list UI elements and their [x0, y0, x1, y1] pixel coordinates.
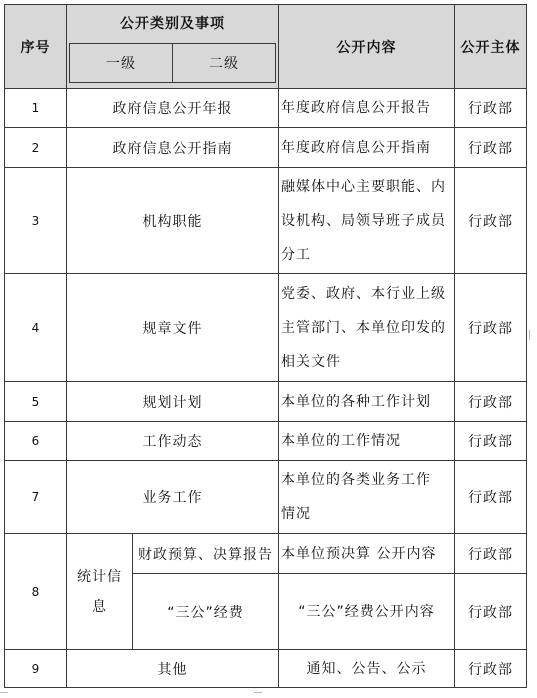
content-line: 情况	[281, 506, 311, 522]
row-category: 工作动态	[67, 422, 279, 461]
row-category: 机构职能	[67, 168, 279, 274]
row-content: “三公”经费公开内容	[279, 574, 455, 650]
row-category	[67, 534, 133, 650]
header-row	[5, 5, 527, 89]
row-subject: 行政部	[455, 534, 527, 574]
row-number: 7	[5, 461, 67, 534]
content-line: 本单位的各类业务工作	[281, 472, 431, 488]
row-level2: 财政预算、决算报告	[133, 534, 279, 574]
content-line: 相关文件	[281, 353, 341, 370]
row-content: 年度政府信息公开报告	[279, 89, 455, 128]
row-category: 业务工作	[67, 461, 279, 534]
row-number: 6	[5, 422, 67, 461]
row-subject: 行政部	[455, 574, 527, 650]
header-levels	[69, 43, 276, 83]
content-line: 党委、政府、本行业上级	[281, 285, 446, 302]
content-line: 融媒体中心主要职能、内	[281, 178, 446, 195]
header-level2: 二级	[172, 44, 275, 82]
row-subject: 行政部	[455, 274, 527, 382]
content-line: 设机构、局领导班子成员	[281, 212, 446, 229]
row-number: 2	[5, 128, 67, 168]
row-number: 9	[5, 650, 67, 688]
corner-mark	[0, 692, 8, 693]
row-content: 本单位预决算 公开内容	[279, 534, 455, 574]
row-number: 4	[5, 274, 67, 382]
content-line: 分工	[281, 246, 311, 263]
table-row	[5, 382, 527, 422]
row-number: 8	[5, 534, 67, 650]
disclosure-table	[4, 4, 527, 688]
table-row	[5, 422, 527, 461]
row-subject: 行政部	[455, 650, 527, 688]
header-subject: 公开主体	[455, 5, 527, 89]
table-row	[5, 461, 527, 534]
row-subject: 行政部	[455, 422, 527, 461]
row-content: 本单位的工作情况	[279, 422, 455, 461]
row-subject: 行政部	[455, 461, 527, 534]
row-subject: 行政部	[455, 168, 527, 274]
row-category: 其他	[67, 650, 279, 688]
row-subject: 行政部	[455, 382, 527, 422]
row-number: 3	[5, 168, 67, 274]
row-content	[279, 461, 455, 534]
row-category: 政府信息公开指南	[67, 128, 279, 168]
header-category-cell	[67, 5, 279, 89]
row-number: 5	[5, 382, 67, 422]
row-content	[279, 274, 455, 382]
table-row	[5, 534, 527, 574]
table-row	[5, 650, 527, 688]
table-row	[5, 168, 527, 274]
table-row	[5, 128, 527, 168]
row-category: 规划计划	[67, 382, 279, 422]
row-level2: “三公”经费	[133, 574, 279, 650]
header-category: 公开类别及事项	[120, 15, 225, 32]
category-line: 统计信	[77, 568, 122, 585]
row-category: 规章文件	[67, 274, 279, 382]
row-content: 年度政府信息公开指南	[279, 128, 455, 168]
header-content: 公开内容	[279, 5, 455, 89]
row-content: 本单位的各种工作计划	[279, 382, 455, 422]
corner-mark	[254, 692, 262, 693]
row-number: 1	[5, 89, 67, 128]
table-row	[5, 274, 527, 382]
category-line: 息	[92, 598, 107, 615]
table-row	[5, 89, 527, 128]
row-content: 通知、公告、公示	[279, 650, 455, 688]
corner-mark	[529, 330, 530, 340]
content-line: 主管部门、本单位印发的	[281, 319, 446, 336]
header-level1: 一级	[106, 55, 136, 72]
row-subject: 行政部	[455, 128, 527, 168]
row-content	[279, 168, 455, 274]
row-category: 政府信息公开年报	[67, 89, 279, 128]
header-index: 序号	[5, 5, 67, 89]
row-subject: 行政部	[455, 89, 527, 128]
